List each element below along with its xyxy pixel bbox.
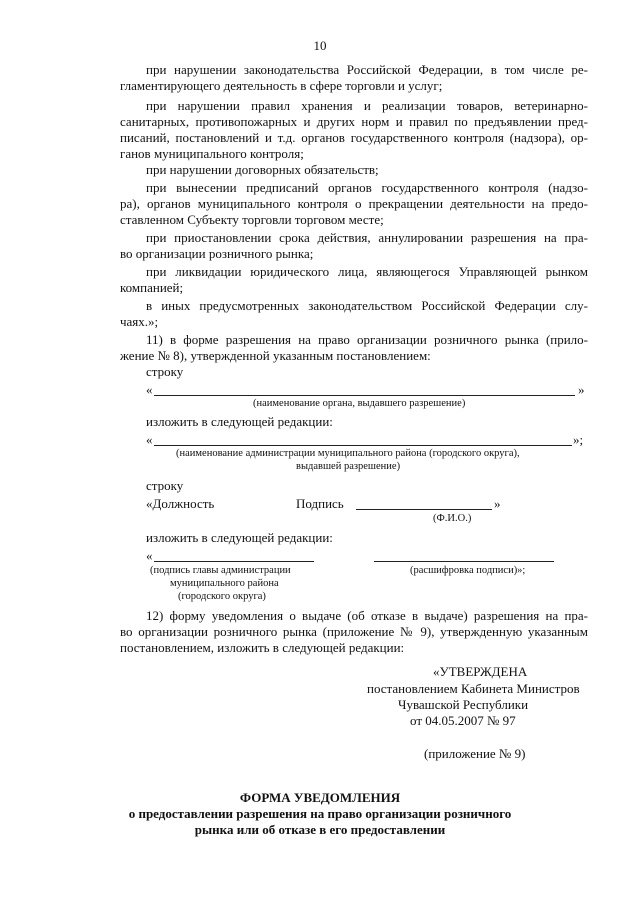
- para-line: компанией;: [120, 280, 184, 295]
- para-line: при нарушении договорных обязательств;: [146, 162, 379, 177]
- approval-line: Чувашской Республики: [398, 697, 529, 712]
- edit-intro: изложить в следующей редакции:: [146, 414, 333, 429]
- para-line: при нарушении правил хранения и реализации товаров, ветеринарно-: [146, 98, 588, 113]
- para-line: ра), органов муниципального контроля о прекращении деятельности на предо-: [120, 196, 588, 211]
- caption-fio: (Ф.И.О.): [433, 513, 472, 524]
- caption-head-2: муниципального района: [170, 578, 279, 589]
- form-title: ФОРМА УВЕДОМЛЕНИЯ: [239, 790, 401, 805]
- para-line: при приостановлении срока действия, аннулировании разрешения на пра-: [146, 230, 588, 245]
- para-line: гламентирующего деятельность в сфере торговли и услуг;: [120, 78, 443, 93]
- para-line: при ликвидации юридического лица, являющегося Управляющей рынком: [146, 264, 588, 279]
- approval-line: постановлением Кабинета Министров: [367, 681, 580, 696]
- quote-close-semicolon: »;: [573, 432, 584, 447]
- para-line: ставленном Субъекту торговли торговом месте;: [120, 212, 384, 227]
- caption-decode: (расшифровка подписи)»;: [410, 565, 526, 576]
- caption-admin-2: выдавшей разрешение): [296, 461, 401, 472]
- para-line: во организации розничного рынка (приложение № 9), утвержденную указанным: [120, 624, 588, 639]
- appendix-label: (приложение № 9): [424, 746, 526, 761]
- signature-label: Подпись: [296, 496, 344, 511]
- para-line: при вынесении предписаний органов государственного контроля (надзо-: [146, 180, 588, 195]
- position-label: «Должность: [146, 496, 215, 511]
- caption-admin-1: (наименование администрации муниципального района (городского округа),: [176, 448, 520, 459]
- caption-head-3: (городского округа): [178, 591, 266, 602]
- para-line: жение № 8), утвержденной указанным постановлением:: [120, 348, 431, 363]
- para-line: постановлением, изложить в следующей редакции:: [120, 640, 405, 655]
- quote-close: »: [494, 496, 501, 511]
- blank-line-head-signature: [154, 561, 314, 562]
- blank-line-decode: [374, 561, 554, 562]
- caption-issuer: (наименование органа, выдавшего разрешение): [253, 398, 466, 409]
- approval-date: от 04.05.2007 № 97: [410, 713, 516, 728]
- para-line: 12) форму уведомления о выдаче (об отказе в выдаче) разрешения на пра-: [146, 608, 588, 623]
- para-line: при нарушении законодательства Российской Федерации, в том числе ре-: [146, 62, 588, 77]
- para-line: писаний, постановлений и т.д. органов государственного контроля (надзора), ор-: [120, 130, 588, 145]
- caption-head-1: (подпись главы администрации: [150, 565, 291, 576]
- quote-open: «: [146, 432, 153, 447]
- para-line: чаях.»;: [120, 314, 159, 329]
- blank-line-admin: [154, 445, 572, 446]
- para-line: санитарных, противопожарных и других норм и правил по предъявлении пред-: [120, 114, 588, 129]
- para-line: строку: [146, 364, 184, 379]
- para-line: ганов муниципального контроля;: [120, 146, 304, 161]
- form-subtitle: рынка или об отказе в его предоставлении: [194, 822, 446, 837]
- para-line: во организации розничного рынка;: [120, 246, 314, 261]
- form-subtitle: о предоставлении разрешения на право организации розничного: [128, 806, 512, 821]
- quote-open: «: [146, 382, 153, 397]
- para-line: 11) в форме разрешения на право организации розничного рынка (прило-: [146, 332, 588, 347]
- approval-title: «УТВЕРЖДЕНА: [433, 664, 528, 679]
- blank-line-issuer: [154, 395, 575, 396]
- edit-intro-2: изложить в следующей редакции:: [146, 530, 333, 545]
- row-label: строку: [146, 478, 184, 493]
- quote-close: »: [578, 382, 585, 397]
- para-line: в иных предусмотренных законодательством Российской Федерации слу-: [146, 298, 588, 313]
- page-number: 10: [313, 38, 327, 53]
- blank-line-signature: [356, 509, 492, 510]
- quote-open: «: [146, 548, 153, 563]
